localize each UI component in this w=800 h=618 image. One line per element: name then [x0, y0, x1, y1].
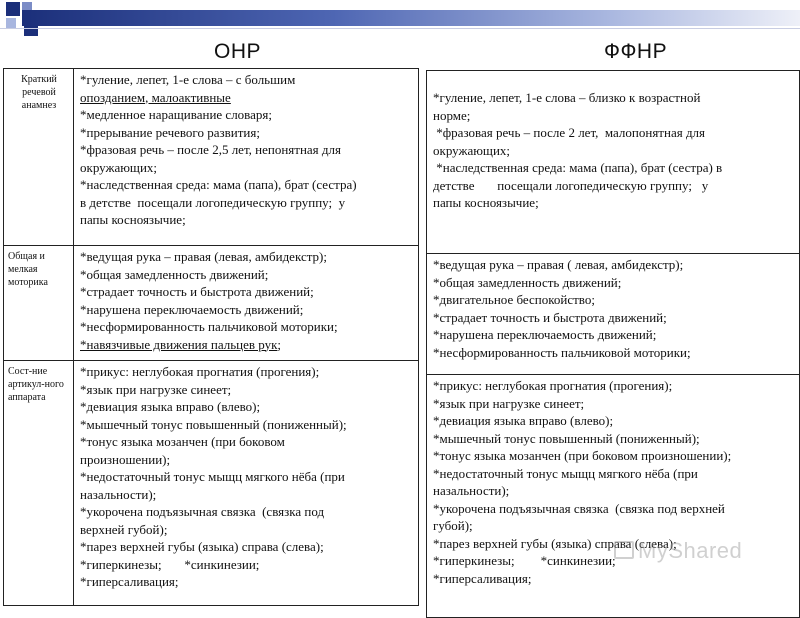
- text-line: *нарушена переключаемость движений;: [80, 301, 304, 317]
- text-line: *наследственная среда: мама (папа), брат (сестра) в: [433, 160, 723, 175]
- text-line: *парез верхней губы (языка) справа (слева);: [433, 535, 677, 551]
- text-line: *недостаточный тонус мыщц мягкого нёба (при: [433, 465, 698, 481]
- text-line: папы косноязычие;: [80, 212, 186, 227]
- table-row: [4, 246, 419, 361]
- text-line: *тонус языка мозанчен (при боковом произношении);: [433, 448, 732, 463]
- text-line: в детстве посещали логопедическую группу; у: [80, 194, 346, 210]
- row-content: [427, 71, 800, 254]
- text-line: *несформированность пальчиковой моторики;: [433, 344, 691, 360]
- column-title-ffnr: ФФНР: [604, 40, 668, 63]
- row-content: [427, 375, 800, 618]
- text-line: *фразовая речь – после 2,5 лет, непонятная для: [80, 142, 341, 157]
- header-divider: [0, 28, 800, 29]
- text-line: *ведущая рука – правая ( левая, амбидекстр);: [433, 257, 684, 272]
- text-line: губой);: [433, 518, 473, 533]
- text-line: *гуление, лепет, 1-е слова – с большим: [80, 72, 296, 87]
- text-line: *язык при нагрузке синеет;: [80, 381, 232, 397]
- text-line: *язык при нагрузке синеет;: [433, 395, 585, 411]
- text-line: *прерывание речевого развития;: [80, 124, 260, 140]
- table-row: [427, 375, 800, 618]
- text-line: *гиперкинезы; *синкинезии;: [80, 556, 260, 572]
- text-line: назальности);: [433, 483, 510, 498]
- row-content: [74, 69, 419, 246]
- text-line: назальности);: [80, 486, 157, 502]
- text-line: *тонус языка мозанчен (при боковом: [80, 434, 285, 449]
- text-line: *гиперкинезы; *синкинезии;: [433, 553, 616, 568]
- row-label-articulation: Сост-ние артикул-ного аппарата: [4, 361, 74, 606]
- watermark: MyShared: [614, 538, 742, 564]
- text-line: *недостаточный тонус мыщц мягкого нёба (при: [80, 469, 345, 484]
- onr-table: [3, 68, 419, 606]
- column-title-onr: ОНР: [214, 40, 262, 63]
- table-row: [427, 254, 800, 375]
- row-content: [427, 254, 800, 375]
- text-line: окружающих;: [433, 142, 511, 158]
- row-content: [74, 361, 419, 606]
- text-line: *медленное наращивание словаря;: [80, 107, 273, 122]
- text-line: *общая замедленность движений;: [433, 274, 622, 290]
- text-line: *девиация языка вправо (влево);: [80, 399, 261, 414]
- text-line: *несформированность пальчиковой моторики;: [80, 319, 338, 334]
- text-line: *нарушена переключаемость движений;: [433, 327, 657, 342]
- text-line: *прикус: неглубокая прогнатия (прогения);: [433, 378, 673, 393]
- row-label-motor-skills: Общая и мелкая моторика: [4, 246, 74, 361]
- table-row: [4, 69, 419, 246]
- text-line: окружающих;: [80, 159, 158, 175]
- text-line: *наследственная среда: мама (папа), брат (сестра): [80, 177, 357, 192]
- text-line: *навязчивые движения пальцев рук;: [80, 336, 281, 352]
- text-line: произношении);: [80, 451, 171, 467]
- text-line: *прикус: неглубокая прогнатия (прогения);: [80, 364, 320, 379]
- text-line: верхней губой);: [80, 521, 168, 537]
- text-line: *ведущая рука – правая (левая, амбидекстр);: [80, 249, 327, 264]
- text-line: папы косноязычие;: [433, 195, 539, 210]
- text-line: *мышечный тонус повышенный (пониженный);: [433, 430, 700, 446]
- text-line: *фразовая речь – после 2 лет, малопонятная для: [433, 125, 706, 140]
- text-line: *девиация языка вправо (влево);: [433, 413, 614, 428]
- ffnr-table: [426, 70, 800, 618]
- text-line: *двигательное беспокойство;: [433, 292, 595, 307]
- text-line: *мышечный тонус повышенный (пониженный);: [80, 416, 347, 432]
- table-row: [4, 361, 419, 606]
- text-line: *гиперсаливация;: [80, 574, 179, 589]
- text-line: *гуление, лепет, 1-е слова – близко к возрастной: [433, 90, 701, 105]
- text-line: *укорочена подъязычная связка (связка под верхней: [433, 500, 725, 516]
- table-row: [427, 71, 800, 254]
- text-line: *страдает точность и быстрота движений;: [80, 284, 314, 299]
- text-line: *страдает точность и быстрота движений;: [433, 309, 667, 325]
- row-label-speech-history: Краткий речевой анамнез: [4, 69, 74, 246]
- watermark-logo-icon: [614, 541, 634, 559]
- row-content: [74, 246, 419, 361]
- header-gradient-bar: [22, 10, 800, 26]
- text-line: *укорочена подъязычная связка (связка под: [80, 504, 325, 519]
- text-line: детстве посещали логопедическую группу; у: [433, 177, 709, 193]
- text-line: *гиперсаливация;: [433, 570, 532, 586]
- text-line: *общая замедленность движений;: [80, 266, 269, 282]
- text-line: *парез верхней губы (языка) справа (слева);: [80, 539, 324, 554]
- text-line: норме;: [433, 107, 471, 123]
- text-line: опозданием, малоактивные: [80, 89, 231, 105]
